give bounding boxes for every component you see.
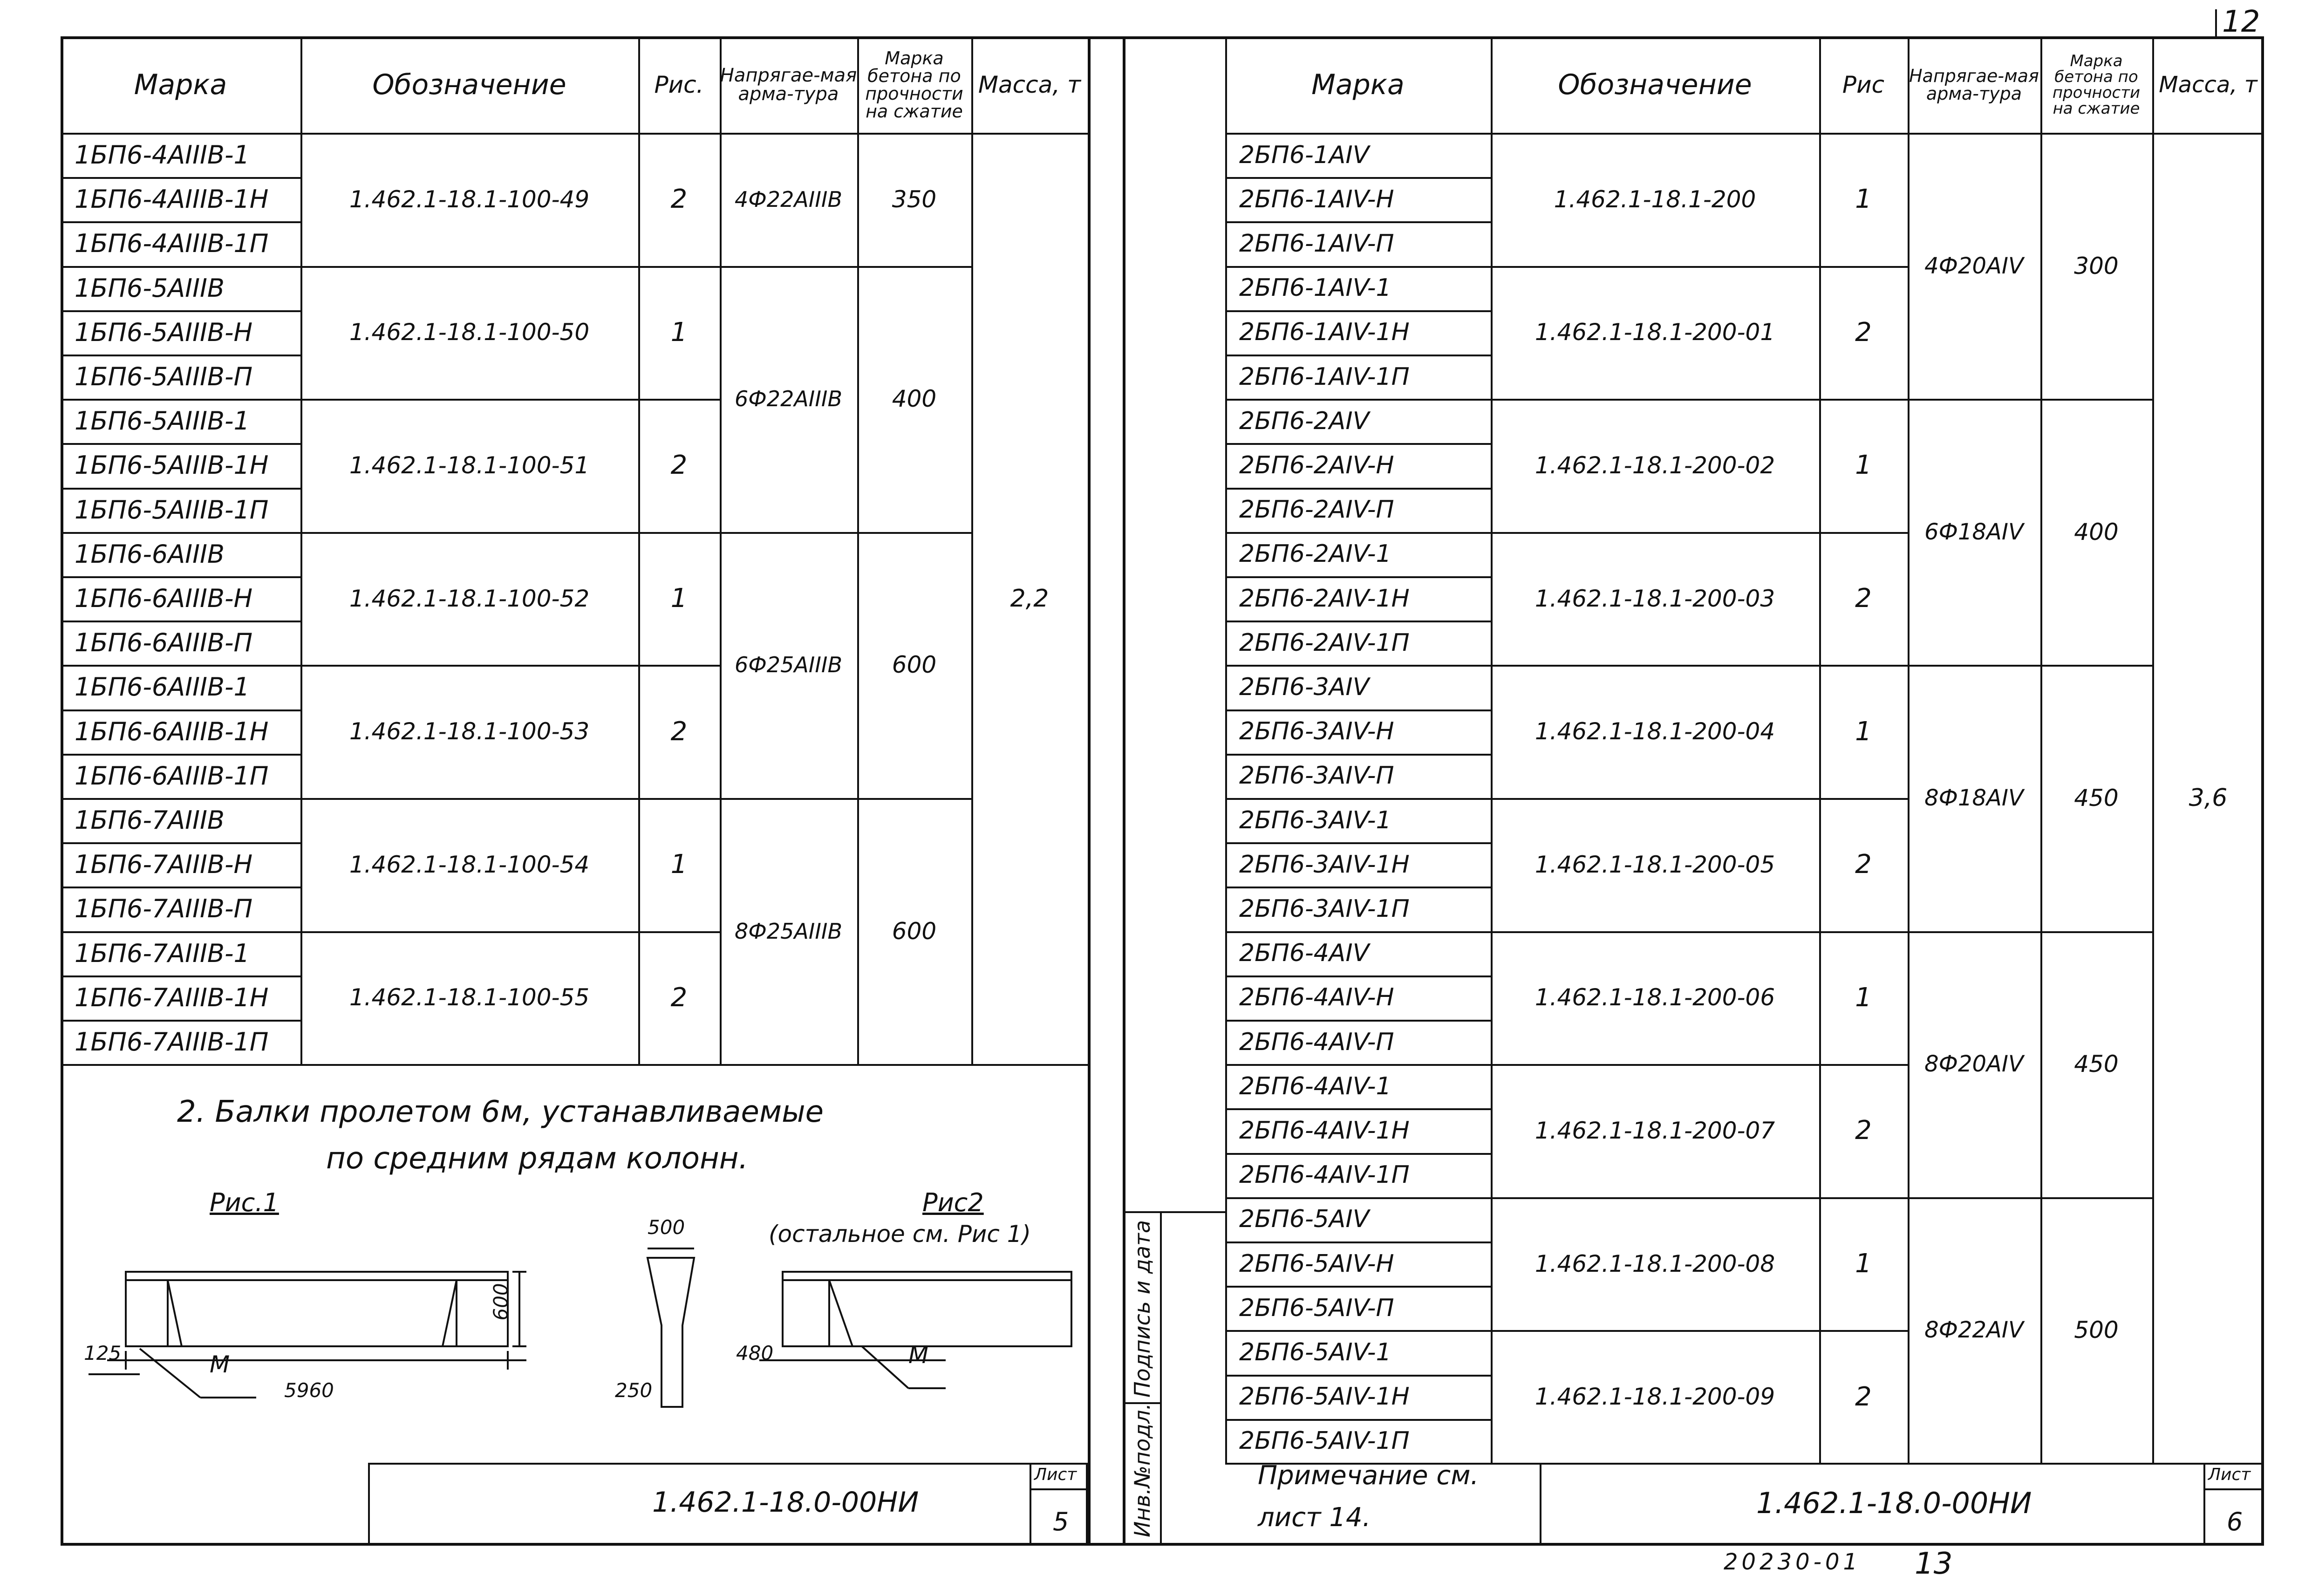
mark-cell: 1БП6-6АIIIВ-1П xyxy=(75,761,269,791)
concrete-cell: 600 xyxy=(892,651,937,679)
mark-cell: 1БП6-4АIIIВ-1Н xyxy=(75,184,269,214)
dim-250: 250 xyxy=(615,1379,653,1402)
beam-section xyxy=(648,1258,694,1407)
rebar-cell: 8Ф22АIV xyxy=(1924,1317,2024,1344)
mark-cell: 2БП6-1АIV-Н xyxy=(1239,185,1394,213)
mark-cell: 2БП6-4АIV-П xyxy=(1239,1028,1394,1056)
mark-cell: 2БП6-3АIV-1 xyxy=(1239,806,1391,834)
mark-cell: 1БП6-5АIIIВ-П xyxy=(75,362,253,392)
mark-cell: 1БП6-7АIIIВ xyxy=(75,805,225,835)
left-stamp-code: 1.462.1-18.0-00НИ xyxy=(652,1486,919,1519)
dim-m1: М xyxy=(210,1351,230,1378)
header-fig: Рис xyxy=(1842,71,1885,98)
left-stamp-divider xyxy=(1030,1463,1031,1546)
mass-cell: 3,6 xyxy=(2189,784,2228,812)
rebar-cell: 6Ф25АIIIВ xyxy=(734,652,843,678)
mark-cell: 1БП6-5АIIIВ-1 xyxy=(75,406,250,436)
concrete-cell: 600 xyxy=(892,917,937,945)
bottom-page: 13 xyxy=(1915,1547,1953,1581)
designation-cell: 1.462.1-18.1-200-08 xyxy=(1534,1250,1775,1277)
designation-cell: 1.462.1-18.1-100-55 xyxy=(349,984,590,1011)
mark-cell: 2БП6-5АIV-1Н xyxy=(1239,1383,1410,1411)
mark-cell: 2БП6-3АIV-Н xyxy=(1239,717,1394,746)
mark-cell: 1БП6-5АIIIВ-1Н xyxy=(75,450,269,480)
left-stamp-sheet-line xyxy=(1030,1488,1088,1490)
fig-cell: 1 xyxy=(1855,716,1872,747)
note-line2: лист 14. xyxy=(1258,1502,1371,1533)
header-designation: Обозначение xyxy=(372,68,566,101)
mark-cell: 2БП6-5АIV-1 xyxy=(1239,1338,1391,1366)
mark-cell: 2БП6-1АIV-П xyxy=(1239,229,1394,258)
mark-cell: 1БП6-5АIIIВ-Н xyxy=(75,317,253,347)
concrete-cell: 450 xyxy=(2074,784,2119,812)
designation-cell: 1.462.1-18.1-100-54 xyxy=(349,851,590,878)
mark-cell: 1БП6-7АIIIВ-1 xyxy=(75,938,250,968)
designation-cell: 1.462.1-18.1-200 xyxy=(1554,185,1756,213)
fig-cell: 2 xyxy=(1855,1115,1872,1146)
header-mark: Марка xyxy=(134,68,227,101)
designation-cell: 1.462.1-18.1-200-01 xyxy=(1534,319,1775,346)
mark-cell: 2БП6-1АIV-1П xyxy=(1239,362,1410,391)
mark-cell: 2БП6-4АIV-1П xyxy=(1239,1161,1410,1189)
concrete-cell: 400 xyxy=(892,385,937,413)
fig-cell: 1 xyxy=(670,317,688,348)
concrete-cell: 300 xyxy=(2074,252,2119,280)
mark-cell: 2БП6-3АIV-1П xyxy=(1239,894,1410,923)
concrete-cell: 350 xyxy=(892,185,937,213)
concrete-cell: 500 xyxy=(2074,1316,2119,1344)
side-label-inv: Инв.№подл. xyxy=(1130,1403,1155,1537)
mark-cell: 1БП6-7АIIIВ-П xyxy=(75,894,253,924)
fig-cell: 2 xyxy=(670,184,688,215)
mark-cell: 2БП6-4АIV-Н xyxy=(1239,983,1394,1012)
concrete-cell: 400 xyxy=(2074,518,2119,546)
fig-cell: 1 xyxy=(670,849,688,880)
right-stamp-sheet: 6 xyxy=(2227,1507,2243,1536)
rebar-cell: 8Ф18АIV xyxy=(1924,784,2024,811)
rebar-cell: 8Ф25АIIIВ xyxy=(734,918,843,944)
fig2-label: Рис2 xyxy=(922,1188,984,1217)
fig-cell: 1 xyxy=(1855,982,1872,1013)
fig1-label: Рис.1 xyxy=(210,1188,279,1217)
designation-cell: 1.462.1-18.1-200-03 xyxy=(1534,585,1775,612)
designation-cell: 1.462.1-18.1-200-09 xyxy=(1534,1383,1775,1411)
mark-cell: 2БП6-2АIV xyxy=(1239,407,1370,435)
grid-line xyxy=(61,1064,1088,1066)
mass-cell: 2,2 xyxy=(1010,584,1049,613)
mark-cell: 2БП6-3АIV-П xyxy=(1239,762,1394,790)
mark-cell: 1БП6-7АIIIВ-1П xyxy=(75,1027,269,1057)
top-number-tick xyxy=(2215,9,2217,37)
right-stamp-sheet-line xyxy=(2203,1488,2264,1490)
right-stamp-sheet-label: Лист xyxy=(2208,1465,2251,1484)
left-stamp-sheet-label: Лист xyxy=(1034,1465,1077,1484)
mark-cell: 2БП6-1АIV-1Н xyxy=(1239,318,1410,347)
header-mass: Масса, т xyxy=(2159,71,2257,98)
section-title-line1: 2. Балки пролетом 6м, устанавливаемые xyxy=(177,1095,824,1129)
rebar-cell: 6Ф22АIIIВ xyxy=(734,386,843,412)
mark-cell: 2БП6-5АIV-Н xyxy=(1239,1249,1394,1278)
header-designation: Обозначение xyxy=(1558,68,1752,101)
mark-cell: 1БП6-6АIIIВ xyxy=(75,539,225,569)
header-rebar: Напрягае-мая арма-тура xyxy=(1909,65,2039,104)
fig-cell: 1 xyxy=(1855,1248,1872,1279)
dim-480: 480 xyxy=(736,1342,774,1364)
header-mass: Масса, т xyxy=(978,71,1081,98)
fig-cell: 2 xyxy=(1855,1381,1872,1412)
side-col-right xyxy=(1160,1211,1162,1546)
fig-cell: 1 xyxy=(670,583,688,614)
mark-cell: 2БП6-1АIV-1 xyxy=(1239,274,1391,302)
mark-cell: 1БП6-4АIIIВ-1 xyxy=(75,140,250,170)
center-divider-2 xyxy=(1123,36,1125,1546)
center-divider-1 xyxy=(1088,36,1091,1546)
mark-cell: 2БП6-2АIV-Н xyxy=(1239,451,1394,479)
note-line1: Примечание см. xyxy=(1258,1460,1479,1491)
header-concrete: Марка бетона по прочности на сжатие xyxy=(865,48,963,122)
dim-m2: М xyxy=(908,1342,929,1369)
header-concrete: Марка бетона по прочности на сжатие xyxy=(2052,51,2141,118)
fig-cell: 2 xyxy=(1855,317,1872,348)
mark-cell: 1БП6-7АIIIВ-Н xyxy=(75,850,253,880)
mark-cell: 2БП6-1АIV xyxy=(1239,141,1370,169)
right-stamp-code: 1.462.1-18.0-00НИ xyxy=(1756,1486,2032,1520)
concrete-cell: 450 xyxy=(2074,1050,2119,1078)
designation-cell: 1.462.1-18.1-200-05 xyxy=(1534,851,1775,878)
dim-125: 125 xyxy=(84,1342,122,1364)
fig-cell: 2 xyxy=(670,716,688,747)
fig-cell: 2 xyxy=(670,982,688,1013)
left-stamp-sheet: 5 xyxy=(1053,1507,1069,1536)
mark-cell: 1БП6-5АIIIВ xyxy=(75,273,225,303)
designation-cell: 1.462.1-18.1-200-04 xyxy=(1534,718,1775,745)
fig-cell: 1 xyxy=(1855,450,1872,481)
fig-cell: 1 xyxy=(1855,184,1872,215)
right-stamp-divider xyxy=(2203,1463,2205,1546)
header-mark: Марка xyxy=(1311,68,1405,101)
mark-cell: 2БП6-2АIV-П xyxy=(1239,496,1394,524)
rebar-cell: 6Ф18АIV xyxy=(1924,518,2024,545)
designation-cell: 1.462.1-18.1-200-07 xyxy=(1534,1117,1775,1144)
header-rebar: Напрягае-мая арма-тура xyxy=(720,64,857,105)
fig2-note: (остальное см. Рис 1) xyxy=(769,1221,1031,1248)
mark-cell: 1БП6-6АIIIВ-П xyxy=(75,628,253,658)
mark-cell: 2БП6-3АIV-1Н xyxy=(1239,850,1410,879)
bottom-code: 20230-01 xyxy=(1724,1549,1862,1575)
mark-cell: 1БП6-4АIIIВ-1П xyxy=(75,229,269,259)
rebar-cell: 4Ф22АIIIВ xyxy=(734,186,843,212)
fig-cell: 2 xyxy=(670,450,688,481)
dim-600: 600 xyxy=(489,1283,512,1321)
designation-cell: 1.462.1-18.1-200-02 xyxy=(1534,451,1775,479)
section-title-line2: по средним рядам колонн. xyxy=(326,1141,748,1176)
designation-cell: 1.462.1-18.1-100-53 xyxy=(349,718,590,745)
mark-cell: 2БП6-5АIV xyxy=(1239,1205,1370,1234)
designation-cell: 1.462.1-18.1-100-50 xyxy=(349,319,590,346)
mark-cell: 1БП6-7АIIIВ-1Н xyxy=(75,982,269,1012)
mark-cell: 2БП6-4АIV-1Н xyxy=(1239,1116,1410,1145)
fig-cell: 2 xyxy=(1855,583,1872,614)
dim-500: 500 xyxy=(648,1216,685,1239)
mark-cell: 1БП6-6АIIIВ-Н xyxy=(75,584,253,614)
designation-cell: 1.462.1-18.1-200-06 xyxy=(1534,984,1775,1011)
mark-cell: 2БП6-2АIV-1 xyxy=(1239,540,1391,568)
mark-cell: 2БП6-5АIV-1П xyxy=(1239,1427,1410,1455)
mark-cell: 2БП6-3АIV xyxy=(1239,673,1370,701)
mark-cell: 2БП6-4АIV xyxy=(1239,939,1370,968)
mark-cell: 1БП6-6АIIIВ-1Н xyxy=(75,716,269,746)
mark-cell: 2БП6-2АIV-1Н xyxy=(1239,584,1410,613)
rebar-cell: 4Ф20АIV xyxy=(1924,252,2024,279)
designation-cell: 1.462.1-18.1-100-49 xyxy=(349,185,590,213)
side-label-sign: Подпись и дата xyxy=(1130,1220,1155,1398)
mark-cell: 1БП6-6АIIIВ-1 xyxy=(75,672,250,702)
designation-cell: 1.462.1-18.1-100-51 xyxy=(349,451,590,479)
fig-cell: 2 xyxy=(1855,849,1872,880)
sheet-top-number: 12 xyxy=(2222,5,2260,39)
designation-cell: 1.462.1-18.1-100-52 xyxy=(349,585,590,612)
mark-cell: 1БП6-5АIIIВ-1П xyxy=(75,495,269,525)
mark-cell: 2БП6-2АIV-1П xyxy=(1239,628,1410,657)
mark-cell: 2БП6-5АIV-П xyxy=(1239,1294,1394,1322)
rebar-cell: 8Ф20АIV xyxy=(1924,1051,2024,1078)
mark-cell: 2БП6-4АIV-1 xyxy=(1239,1072,1391,1100)
beam-drawings xyxy=(61,1211,1085,1444)
header-fig: Рис. xyxy=(654,71,704,98)
side-col-top xyxy=(1123,1211,1225,1213)
dim-5960: 5960 xyxy=(284,1379,334,1402)
